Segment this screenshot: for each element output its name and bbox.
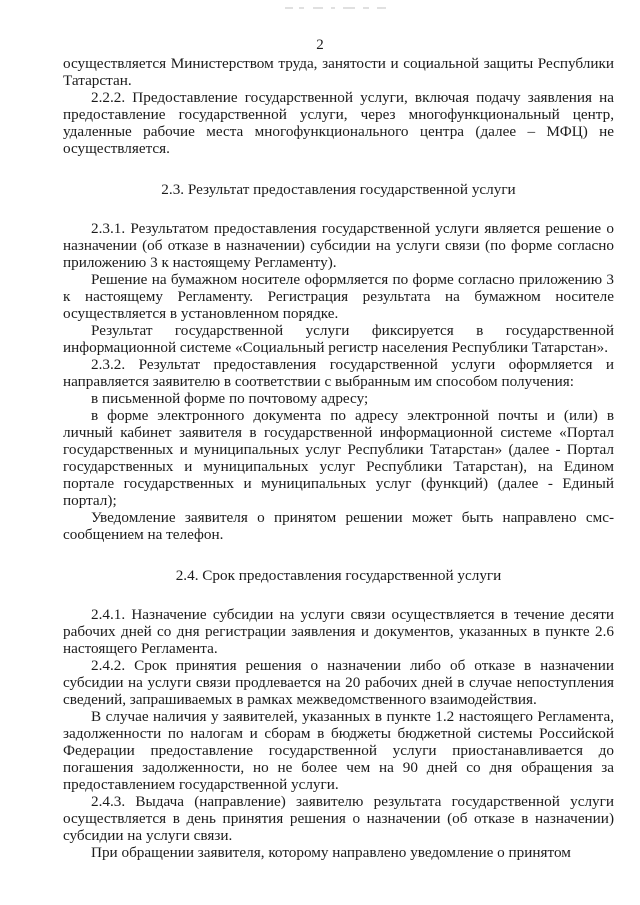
spacer (63, 584, 614, 606)
paragraph: Решение на бумажном носителе оформляется по форме согласно приложению 3 к настоящему Регламенту. Регистрация результата на бумажном носителе осуществляется в установленном порядке. (63, 271, 614, 322)
paragraph: В случае наличия у заявителей, указанных в пункте 1.2 настоящего Регламента, задолженности по налогам и сборам в бюджеты бюджетной системы Российской Федерации предоставление государственной услуги приостанавливается до погашения задолженности, но не более чем на 90 дней со дня обращения за предоставлением государственной услуги. (63, 708, 614, 793)
spacer (63, 198, 614, 220)
paragraph: 2.3.2. Результат предоставления государственной услуги оформляется и направляется заявителю в соответствии с выбранным им способом получения: (63, 356, 614, 390)
paragraph: осуществляется Министерством труда, занятости и социальной защиты Республики Татарстан. (63, 55, 614, 89)
document-body (63, 55, 614, 861)
paragraph: в форме электронного документа по адресу электронной почты и (или) в личный кабинет заявителя в государственной информационной системе «Портал государственных и муниципальных услуг Республики Татарстан» (далее - Портал государственных и муниципальных услуг Республики Татарстан), на Едином портале государственных и муниципальных услуг (функций) (далее - Единый портал); (63, 407, 614, 509)
scan-artifact (285, 4, 395, 14)
paragraph: 2.4.2. Срок принятия решения о назначении либо об отказе в назначении субсидии на услуги связи продлевается на 20 рабочих дней в случае непоступления сведений, запрашиваемых в рамках межведомственного взаимодействия. (63, 657, 614, 708)
section-heading: 2.4. Срок предоставления государственной услуги (175, 567, 502, 584)
spacer (63, 157, 614, 181)
paragraph: 2.4.1. Назначение субсидии на услуги связи осуществляется в течение десяти рабочих дней со дня регистрации заявления и документов, указанных в пункте 2.6 настоящего Регламента. (63, 606, 614, 657)
paragraph: 2.2.2. Предоставление государственной услуги, включая подачу заявления на предоставление государственной услуги, через многофункциональный центр, удаленные рабочие места многофункционального центра (далее – МФЦ) не осуществляется. (63, 89, 614, 157)
paragraph: в письменной форме по почтовому адресу; (91, 390, 369, 407)
paragraph: 2.4.3. Выдача (направление) заявителю результата государственной услуги осуществляется в день принятия решения о назначении (об отказе в назначении) субсидии на услуги связи. (63, 793, 614, 844)
paragraph: 2.3.1. Результатом предоставления государственной услуги является решение о назначении (об отказе в назначении) субсидии на услуги связи (по форме согласно приложению 3 к настоящему Регламенту). (63, 220, 614, 271)
spacer (63, 543, 614, 567)
section-heading: 2.3. Результат предоставления государственной услуги (161, 181, 516, 198)
page-number: 2 (316, 37, 324, 53)
paragraph: При обращении заявителя, которому направлено уведомление о принятом (91, 844, 571, 861)
paragraph: Результат государственной услуги фиксируется в государственной информационной системе «Социальный регистр населения Республики Татарстан». (63, 322, 614, 356)
paragraph: Уведомление заявителя о принятом решении может быть направлено смс-сообщением на телефон. (63, 509, 614, 543)
